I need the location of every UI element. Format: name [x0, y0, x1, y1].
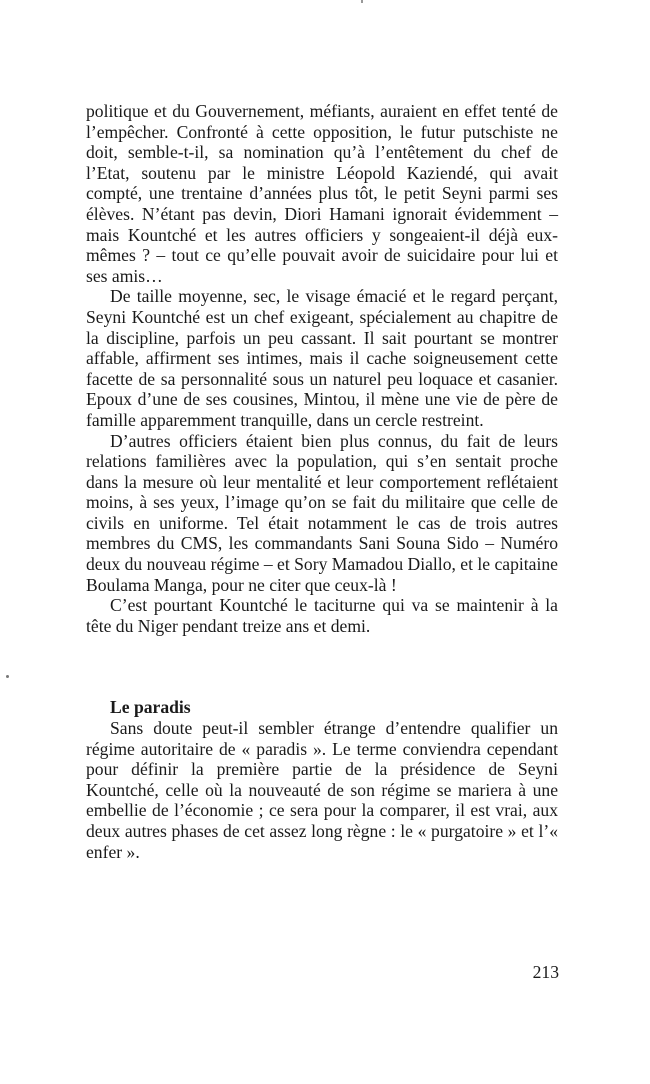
body-text	[86, 101, 558, 862]
section-paragraph: Sans doute peut-il sembler étrange d’entendre qualifier un régime autoritaire de « paradis ». Le terme conviendra cependant pour définir la première partie de la présidence de Seyni Kountché, celle où la nouveauté de son régime se mariera à une embellie de l’économie ; ce sera pour la comparer, il est vrai, aux deux autres phases de cet assez long règne : le « purgatoire » et l’« enfer ».	[86, 718, 558, 862]
margin-dot	[6, 675, 9, 678]
scan-mark	[361, 0, 363, 3]
paragraph-4: C’est pourtant Kountché le taciturne qui va se maintenir à la tête du Niger pendant treize ans et demi.	[86, 595, 558, 636]
paragraph-1: politique et du Gouvernement, méfiants, auraient en effet tenté de l’empêcher. Confronté à cette opposition, le futur putschiste ne doit, semble-t-il, sa nomination qu’à l’entêtement du chef de l’Etat, soutenu par le ministre Léopold Kaziendé, qui avait compté, une trentaine d’années plus tôt, le petit Seyni parmi ses élèves. N’étant pas devin, Diori Hamani ignorait évidemment – mais Kountché et les autres officiers y songeaient-il déjà eux-mêmes ? – tout ce qu’elle pouvait avoir de suicidaire pour lui et ses amis…	[86, 101, 558, 286]
paragraph-3: D’autres officiers étaient bien plus connus, du fait de leurs relations familières avec la population, qui s’en sentait proche dans la mesure où leur mentalité et leur comportement reflétaient moins, à ses yeux, l’image qu’on se fait du militaire que celle de civils en uniforme. Tel était notamment le cas de trois autres membres du CMS, les commandants Sani Souna Sido – Numéro deux du nouveau régime – et Sory Mamadou Diallo, et le capitaine Boulama Manga, pour ne citer que ceux-là !	[86, 430, 558, 595]
section-heading: Le paradis	[110, 697, 191, 718]
paragraph-2: De taille moyenne, sec, le visage émacié et le regard perçant, Seyni Kountché est un chef exigeant, spécialement au chapitre de la discipline, parfois un peu cassant. Il sait pourtant se montrer affable, affirment ses intimes, mais il cache soigneusement cette facette de sa personnalité sous un naturel peu loquace et casanier. Epoux d’une de ses cousines, Mintou, il mène une vie de père de famille apparemment tranquille, dans un cercle restreint.	[86, 286, 558, 430]
page-number: 213	[532, 962, 559, 982]
